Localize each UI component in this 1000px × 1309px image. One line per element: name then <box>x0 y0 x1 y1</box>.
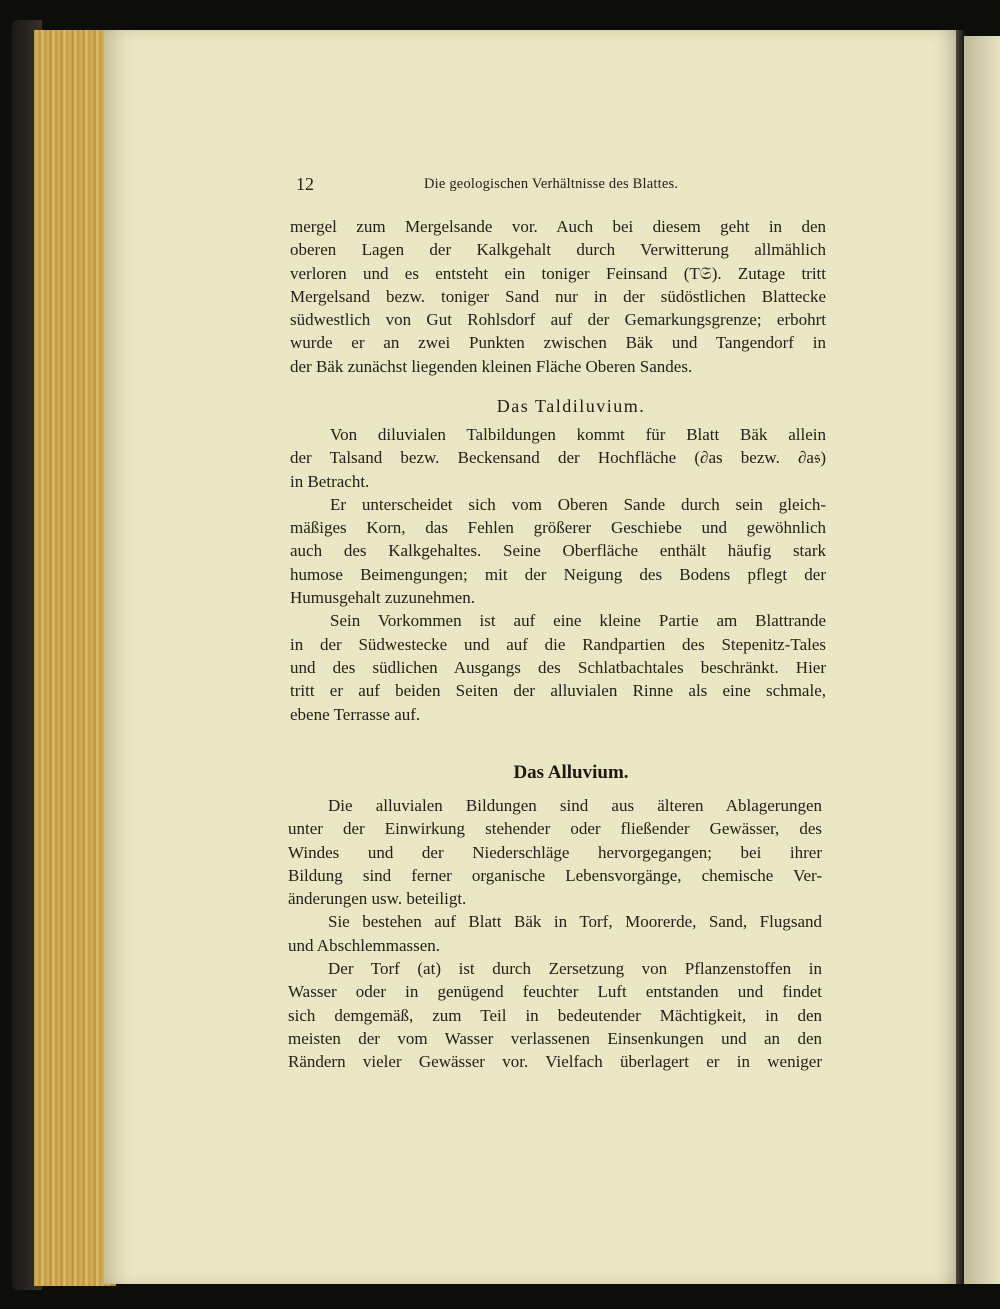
text-line: der Bäk zunächst liegenden kleinen Fläche Oberen Sandes. <box>290 356 693 376</box>
text-line: südwestlich von Gut Rohlsdorf auf der Gemarkungsgrenze; erbohrt <box>290 310 826 330</box>
running-header <box>290 174 826 198</box>
section-heading-taldiluvium: Das Taldiluvium. <box>496 396 646 416</box>
section-taldiluvium-body <box>290 423 826 726</box>
text-line: Der Torf (at) ist durch Zersetzung von Pflanzenstoffen in <box>328 959 822 979</box>
text-line: wurde er an zwei Punkten zwischen Bäk und Tangendorf in <box>290 333 826 353</box>
intro-paragraph <box>290 215 826 378</box>
text-line: in der Südwestecke und auf die Randpartien des Stepenitz-Tales <box>290 634 826 654</box>
text-line: verloren und es entsteht ein toniger Feinsand (T𝔖). Zutage tritt <box>290 263 826 283</box>
text-line: Wasser oder in genügend feuchter Luft entstanden und findet <box>288 982 822 1002</box>
text-line: und des südlichen Ausgangs des Schlatbachtales beschränkt. Hier <box>290 657 826 677</box>
text-line: unter der Einwirkung stehender oder fließender Gewässer, des <box>288 819 822 839</box>
text-line: änderungen usw. beteiligt. <box>288 889 467 909</box>
text-line: und Abschlemmassen. <box>288 935 441 955</box>
text-line: in Betracht. <box>290 471 370 491</box>
text-line: auch des Kalkgehaltes. Seine Oberfläche enthält häufig stark <box>290 541 826 561</box>
text-line: Humusgehalt zuzunehmen. <box>290 588 476 608</box>
text-line: Die alluvialen Bildungen sind aus älteren Ablagerungen <box>328 796 822 815</box>
text-line: Windes und der Niederschläge hervorgegangen; bei ihrer <box>288 842 822 862</box>
text-line: humose Beimengungen; mit der Neigung des Bodens pflegt der <box>290 564 826 584</box>
section-heading-alluvium: Das Alluvium. <box>513 762 629 783</box>
text-line: Sie bestehen auf Blatt Bäk in Torf, Moorerde, Sand, Flugsand <box>328 912 822 932</box>
section-alluvium-body <box>288 794 822 1074</box>
text-line: oberen Lagen der Kalkgehalt durch Verwitterung allmählich <box>290 240 826 260</box>
text-line: meisten der vom Wasser verlassenen Einsenkungen und an den <box>288 1028 822 1048</box>
text-line: Von diluvialen Talbildungen kommt für Blatt Bäk allein <box>330 425 826 444</box>
text-line: Mergelsand bezw. toniger Sand nur in der südöstlichen Blattecke <box>290 286 826 306</box>
text-line: mergel zum Mergelsande vor. Auch bei diesem geht in den <box>290 217 826 236</box>
text-line: sich demgemäß, zum Teil in bedeutender Mächtigkeit, in den <box>288 1005 822 1025</box>
text-line: Bildung sind ferner organische Lebensvorgänge, chemische Ver- <box>288 865 822 885</box>
text-line: ebene Terrasse auf. <box>290 704 421 724</box>
facing-page-edge <box>964 36 1000 1284</box>
book-gutter <box>956 30 964 1284</box>
text-line: Sein Vorkommen ist auf eine kleine Partie am Blattrande <box>330 611 826 631</box>
text-line: tritt er auf beiden Seiten der alluvialen Rinne als eine schmale, <box>290 681 826 701</box>
text-line: Er unterscheidet sich vom Oberen Sande durch sein gleich- <box>330 494 826 514</box>
text-line: mäßiges Korn, das Fehlen größerer Geschiebe und gewöhnlich <box>290 518 826 538</box>
text-line: Rändern vieler Gewässer vor. Vielfach überlagert er in weniger <box>288 1052 822 1072</box>
page-number: 12 <box>296 174 314 194</box>
text-line: der Talsand bezw. Beckensand der Hochfläche (∂as bezw. ∂a𝔰) <box>290 448 826 468</box>
running-title: Die geologischen Verhältnisse des Blattes. <box>424 176 679 192</box>
